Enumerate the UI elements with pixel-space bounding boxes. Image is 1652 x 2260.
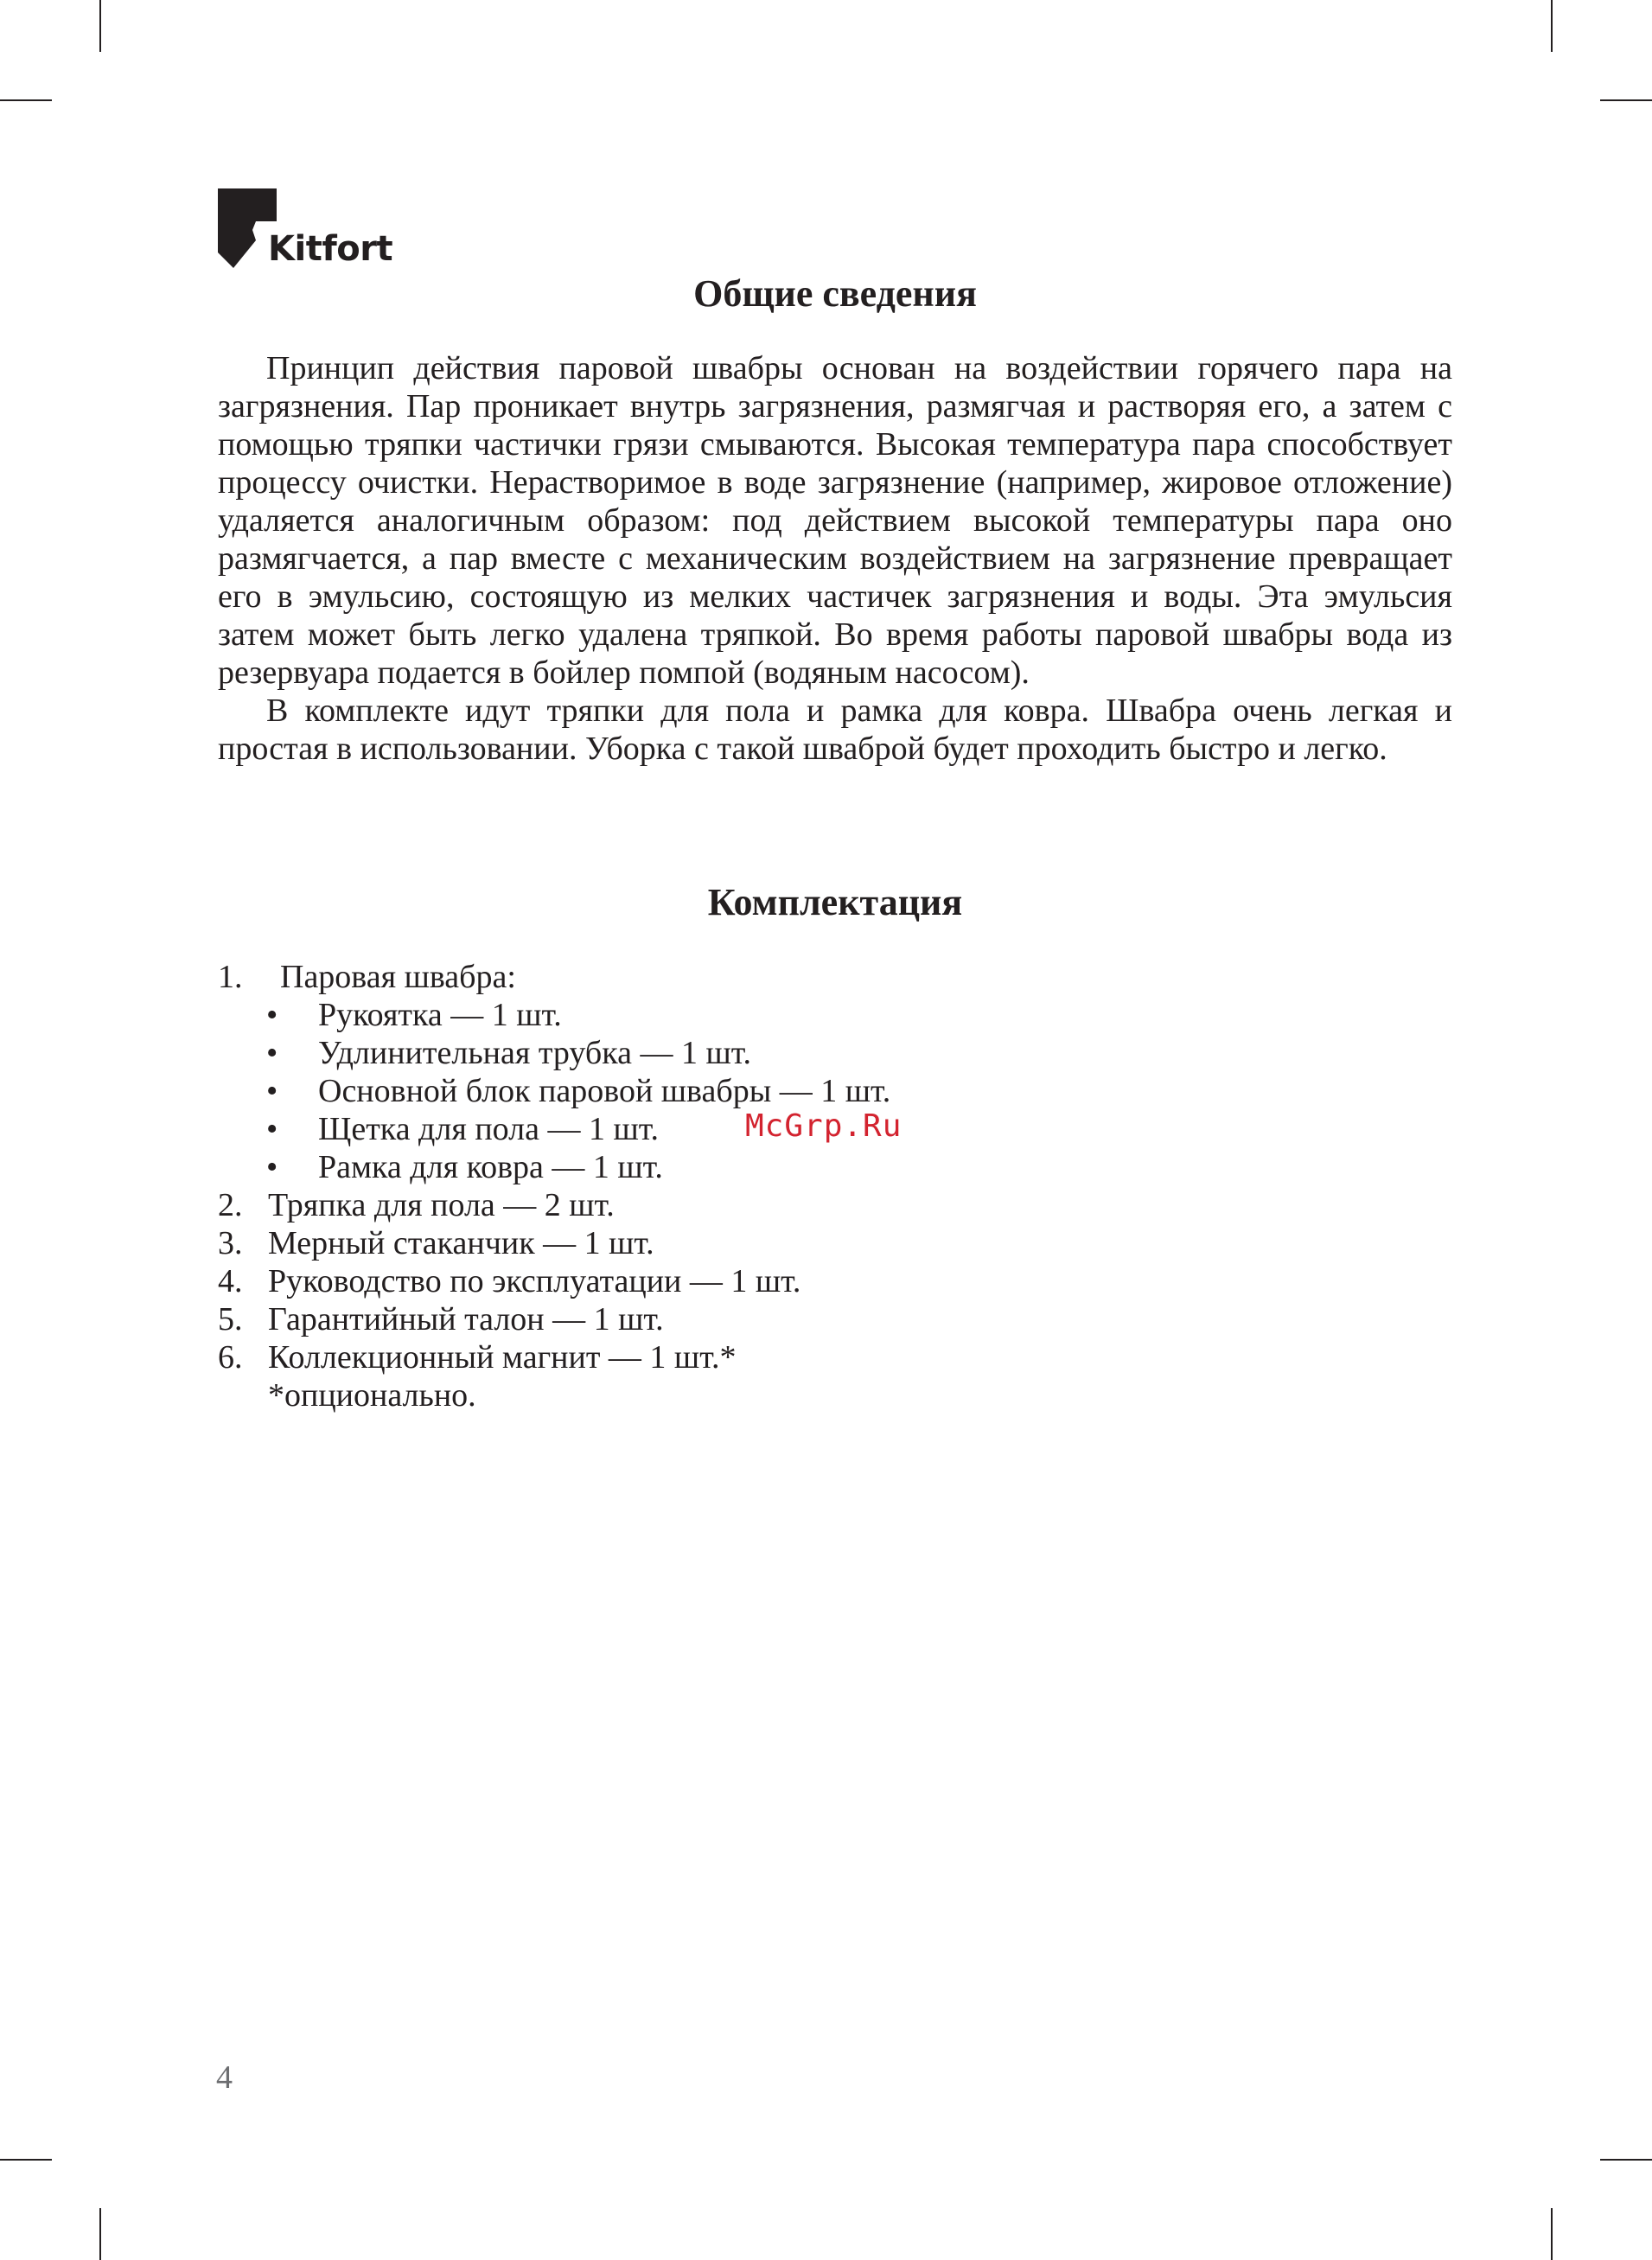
list-item-number: 2. (218, 1187, 243, 1223)
brand-name: Kitfort (268, 229, 393, 269)
list-note (218, 1376, 1452, 1414)
list-item-number: 4. (218, 1263, 243, 1299)
list-item (218, 958, 1452, 996)
list-subitem-text: Щетка для пола — 1 шт. (318, 1111, 660, 1147)
list-item (218, 1300, 1452, 1338)
crop-mark (99, 0, 101, 52)
section-general-body (218, 349, 1452, 768)
bullet-icon: • (266, 1035, 278, 1071)
list-item-text: Тряпка для пола — 2 шт. (268, 1187, 615, 1223)
list-item-text: Паровая швабра: (280, 959, 516, 995)
list-item (218, 1262, 1452, 1300)
bullet-icon: • (266, 1073, 278, 1109)
list-subitem (218, 1034, 1452, 1072)
section-general-title: Общие сведения (693, 272, 977, 315)
list-item-text: Мерный стаканчик — 1 шт. (268, 1225, 654, 1261)
list-item (218, 1224, 1452, 1262)
crop-mark (1551, 2208, 1553, 2260)
list-item-text: Гарантийный талон — 1 шт. (268, 1301, 664, 1337)
list-subitem-text: Удлинительная трубка — 1 шт. (318, 1035, 751, 1071)
list-item-number: 3. (218, 1225, 243, 1261)
bullet-icon: • (266, 1111, 278, 1147)
bullet-icon: • (266, 997, 278, 1033)
list-item-number: 6. (218, 1339, 243, 1376)
crop-mark (1600, 2159, 1652, 2161)
paragraph: В комплекте идут тряпки для пола и рамка для ковра. Швабра очень легкая и простая в использовании. Уборка с такой шваброй будет проходить быстро и легко. (218, 693, 1452, 767)
watermark-text: McGrp.Ru (745, 1108, 903, 1144)
brand-logo (218, 188, 393, 271)
crop-mark (1551, 0, 1553, 52)
list-subitem-text: Основной блок паровой швабры — 1 шт. (318, 1073, 891, 1109)
list-item-text: Руководство по эксплуатации — 1 шт. (268, 1263, 801, 1299)
list-item-number: 5. (218, 1301, 243, 1337)
crop-mark (0, 99, 52, 101)
list-subitem (218, 1148, 1452, 1186)
crop-mark (1600, 99, 1652, 101)
list-subitem (218, 996, 1452, 1034)
crop-mark (0, 2159, 52, 2161)
list-subitem (218, 1072, 1452, 1110)
footnote-text: *опционально. (268, 1377, 476, 1414)
list-item (218, 1338, 1452, 1376)
list-item (218, 1186, 1452, 1224)
list-subitem-text: Рамка для ковра — 1 шт. (318, 1149, 663, 1185)
list-item-number: 1. (218, 959, 243, 995)
paragraph: Принцип действия паровой швабры основан на воздействии горячего пара на загрязнения. Пар проникает внутрь загрязнения, размягчая и растворяя его, а затем с помощью тряпки частички грязи смываются. Высокая температура пара способствует процессу очистки. Нерастворимое в воде загрязнение (например, жировое отложение) удаляется аналогичным образом: под действием высокой температуры пара оно размягчается, а пар вместе с механическим воздействием на загрязнение превращает его в эмульсию, состоящую из мелких частичек загрязнения и воды. Эта эмульсия затем может быть легко удалена тряпкой. Во время работы паровой швабры вода из резервуара подается в бойлер помпой (водяным насосом). (218, 350, 1452, 691)
list-item-text: Коллекционный магнит — 1 шт.* (268, 1339, 737, 1376)
section-contents-title: Комплектация (707, 881, 963, 923)
crop-mark (99, 2208, 101, 2260)
bullet-icon: • (266, 1149, 278, 1185)
page-number: 4 (216, 2059, 233, 2096)
list-subitem-text: Рукоятка — 1 шт. (318, 997, 562, 1033)
contents-list (218, 958, 1452, 1414)
